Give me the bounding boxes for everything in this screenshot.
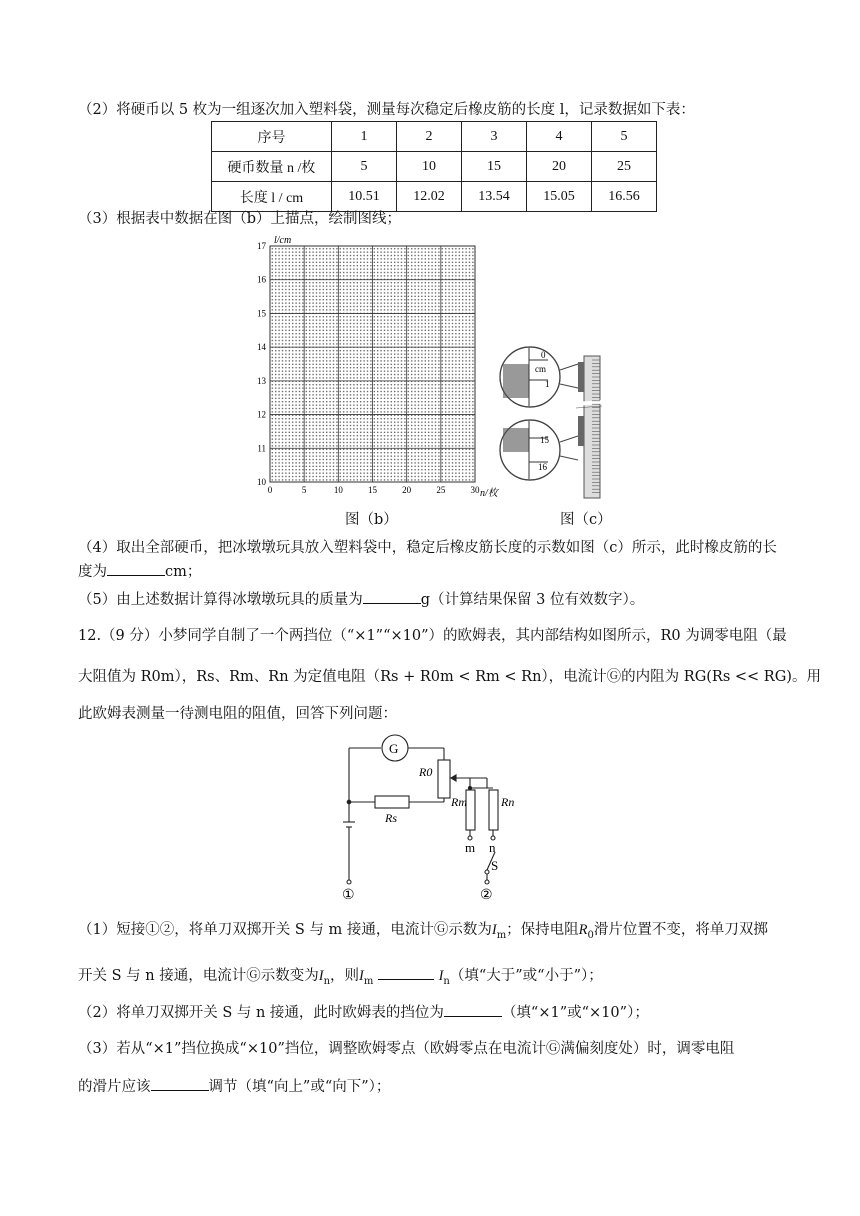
y-tick-label: 17: [257, 241, 266, 251]
y-tick-label: 10: [257, 477, 266, 487]
p3-line2: [78, 1076, 390, 1097]
table-cell: 5: [592, 122, 657, 152]
p2-line: [78, 1002, 649, 1023]
q2-text: （2）将硬币以 5 枚为一组逐次加入塑料袋，测量每次稳定后橡皮筋的长度 l，记录数据如下表：: [78, 102, 695, 118]
p1-line2: 开关 S 与 n 接通，电流计Ⓖ示数变为$I_n$，则$I_m$ $I_n$（填“大于”或“小于”）；: [78, 965, 603, 992]
y-tick-label: 12: [257, 409, 266, 420]
n-label: n: [489, 840, 496, 855]
table-cell: 25: [592, 152, 657, 182]
circuit-diagram: [335, 732, 535, 904]
scale-label-0: 0: [541, 350, 546, 360]
q5-line: [78, 589, 644, 610]
y-tick-label: 16: [257, 274, 266, 285]
table-cell: 12.02: [397, 182, 462, 212]
p3-line1: （3）若从“×1”挡位换成“×10”挡位，调整欧姆零点（欧姆零点在电流计Ⓖ满偏刻度处）时，调零电阻: [78, 1041, 735, 1057]
p1-text: 开关 S 与 n 接通，电流计Ⓖ示数变为: [78, 968, 319, 984]
x-tick-label: 0: [267, 485, 273, 495]
switch-label: S: [491, 858, 499, 873]
r0-label: R0: [419, 765, 433, 779]
q12-line1: 12.（9 分）小梦同学自制了一个两挡位（“×1”“×10”）的欧姆表，其内部结构如图所示，R0 为调零电阻（最: [78, 628, 787, 644]
terminal-1-label: ①: [342, 888, 355, 903]
table-header-cell: 硬币数量 n /枚: [212, 152, 332, 182]
answer-blank[interactable]: [363, 589, 421, 604]
x-tick-label: 20: [402, 485, 412, 495]
table-cell: 1: [332, 122, 397, 152]
graph-b: [240, 230, 520, 500]
table-row: [212, 152, 657, 182]
table-header-cell: 长度 l / cm: [212, 182, 332, 212]
answer-blank[interactable]: [107, 561, 165, 576]
scale-label-1: 1: [545, 379, 550, 389]
table-row: [212, 182, 657, 212]
caption-c: 图（c）: [560, 512, 612, 528]
p3-text: 的滑片应该: [78, 1079, 151, 1095]
table-cell: 2: [397, 122, 462, 152]
rs-label: Rs: [385, 811, 397, 825]
p1-text: 滑片位置不变，将单刀双掷: [593, 922, 768, 938]
p3-text: 调节（填“向上”或“向下”）；: [208, 1079, 391, 1095]
table-cell: 3: [462, 122, 527, 152]
galvanometer-label: G: [389, 741, 399, 756]
p1-line1: （1）短接①②，将单刀双掷开关 S 与 m 接通，电流计Ⓖ示数为$I_m$；保持电阻$R_0$滑片位置不变，将单刀双掷: [78, 922, 768, 941]
p2-text: （填“×1”或“×10”）；: [501, 1005, 649, 1021]
q4-post: cm；: [165, 564, 202, 580]
p1-text: （1）短接①②，将单刀双掷开关 S 与 m 接通，电流计Ⓖ示数为: [78, 922, 492, 938]
terminal-2-label: ②: [480, 888, 493, 903]
q5-post: g（计算结果保留 3 位有效数字）。: [420, 592, 645, 608]
table-row: [212, 122, 657, 152]
table-cell: 16.56: [592, 182, 657, 212]
x-tick-label: 15: [368, 485, 377, 495]
table-cell: 15.05: [527, 182, 592, 212]
scale-label-cm: cm: [535, 364, 546, 374]
q4-line2: [78, 561, 201, 582]
scale-label-16: 16: [538, 462, 547, 472]
y-tick-label: 14: [257, 342, 266, 353]
q4-line1: （4）取出全部硬币，把冰墩墩玩具放入塑料袋中，稳定后橡皮筋长度的示数如图（c）所示，此时橡皮筋的长: [78, 540, 777, 556]
q12-line3: 此欧姆表测量一待测电阻的阻值，回答下列问题：: [78, 706, 397, 722]
rm-label: Rm: [451, 795, 467, 809]
resistor-rn: [489, 790, 498, 830]
m-label: m: [465, 840, 476, 855]
table-cell: 10: [397, 152, 462, 182]
q5-pre: （5）由上述数据计算得冰墩墩玩具的质量为: [78, 592, 363, 608]
table-cell: 20: [527, 152, 592, 182]
y-tick-label: 15: [257, 308, 266, 319]
p1-text: （填“大于”或“小于”）；: [449, 968, 603, 984]
p1-text: ；保持电阻: [506, 922, 579, 938]
x-axis-label: n/枚: [480, 488, 498, 499]
x-tick-label: 5: [301, 485, 307, 495]
p1-text: ，则: [330, 968, 360, 984]
data-table: [211, 121, 657, 212]
y-tick-label: 13: [257, 375, 266, 386]
answer-blank[interactable]: [151, 1076, 209, 1091]
y-tick-label: 11: [257, 443, 266, 454]
table-cell: 5: [332, 152, 397, 182]
resistor-r0: [438, 760, 450, 798]
table-cell: 4: [527, 122, 592, 152]
table-header-cell: 序号: [212, 122, 332, 152]
scale-label-15: 15: [540, 435, 549, 445]
answer-blank[interactable]: [444, 1002, 502, 1017]
table-cell: 13.54: [462, 182, 527, 212]
x-tick-label: 30: [470, 485, 480, 495]
q4-pre: 度为: [78, 564, 107, 580]
y-axis-label: l/cm: [274, 235, 292, 246]
x-tick-label: 10: [333, 485, 343, 495]
q12-line2: 大阻值为 R0m），Rs、Rm、Rn 为定值电阻（Rs + R0m < Rm < Rn），电流计Ⓖ的内阻为 RG(Rs << RG)。用: [78, 669, 821, 685]
figure-c: [498, 342, 628, 502]
rn-label: Rn: [501, 795, 515, 809]
p2-text: （2）将单刀双掷开关 S 与 n 接通，此时欧姆表的挡位为: [78, 1005, 444, 1021]
table-cell: 15: [462, 152, 527, 182]
resistor-rs: [375, 796, 409, 808]
answer-blank[interactable]: [378, 965, 434, 980]
resistor-rm: [466, 790, 475, 830]
q3-text: （3）根据表中数据在图（b）上描点，绘制图线；: [78, 211, 402, 227]
caption-b: 图（b）: [345, 512, 398, 528]
table-cell: 10.51: [332, 182, 397, 212]
x-tick-label: 25: [436, 485, 446, 495]
